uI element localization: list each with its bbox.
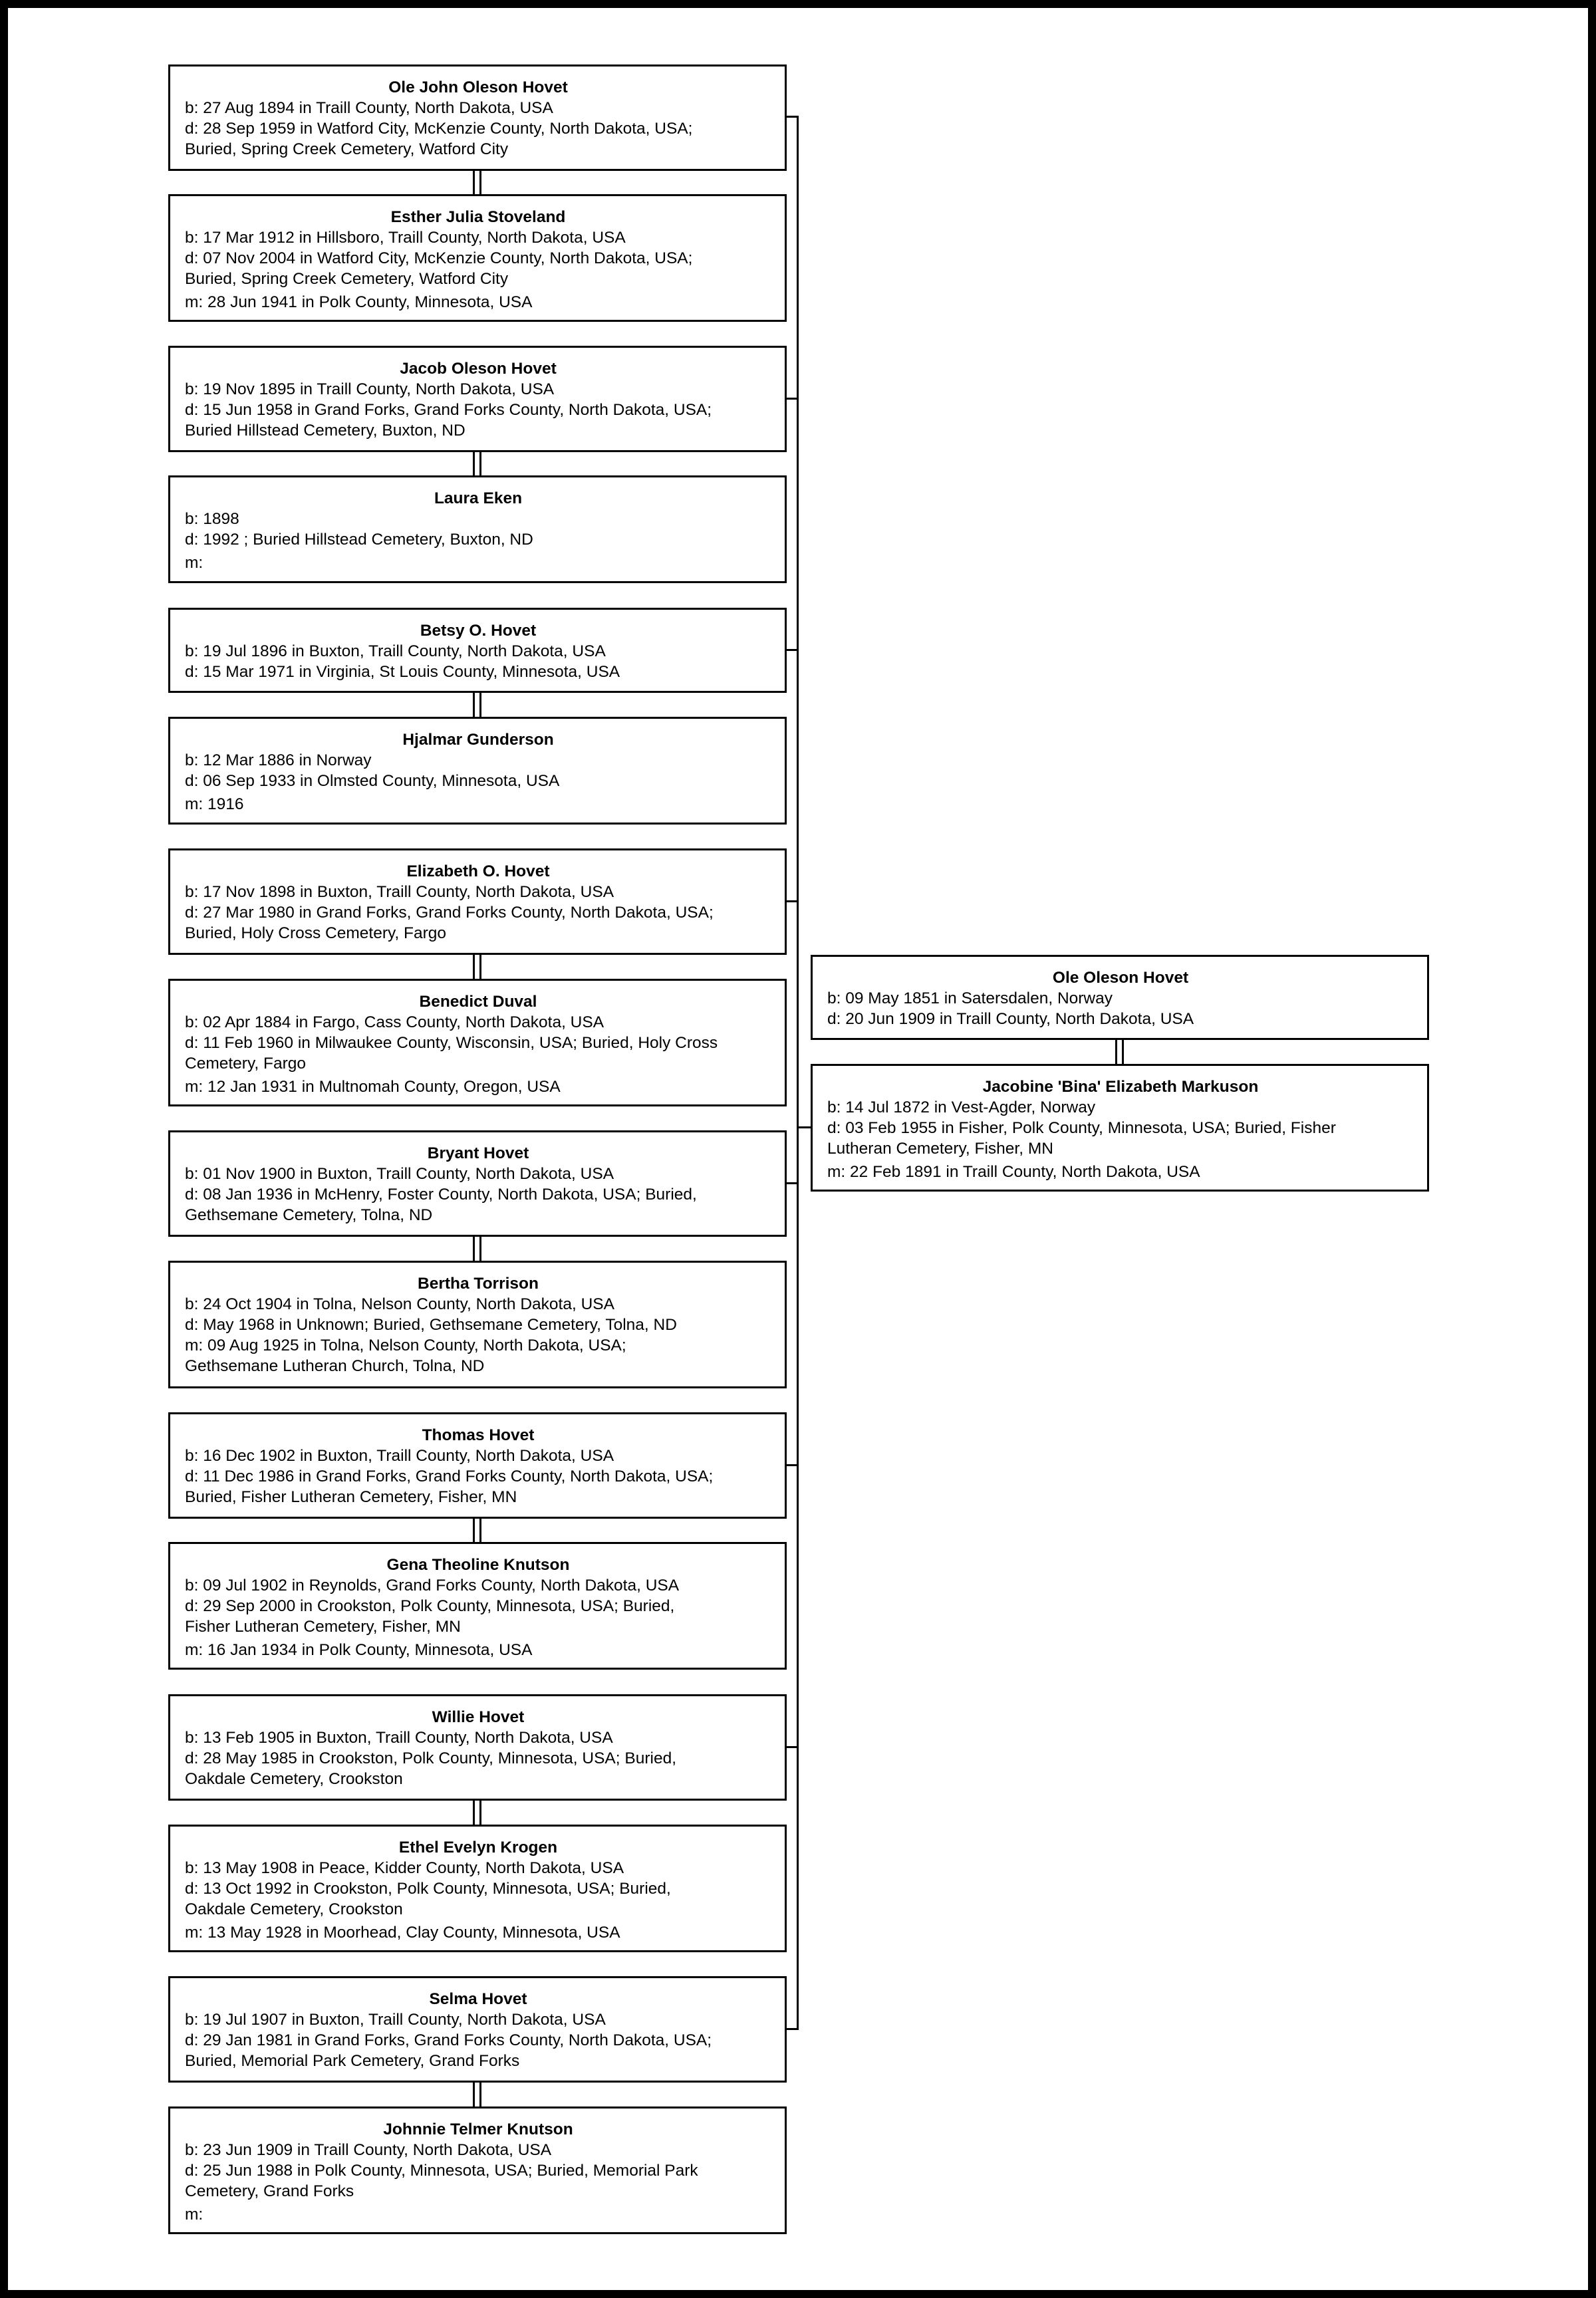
parents-marriage-connector xyxy=(1115,1040,1117,1064)
marriage-line: m: 16 Jan 1934 in Polk County, Minnesota, USA xyxy=(185,1641,533,1659)
death-line: d: 08 Jan 1936 in McHenry, Foster County, North Dakota, USA; Buried, xyxy=(185,1186,697,1204)
birth-line: b: 02 Apr 1884 in Fargo, Cass County, North Dakota, USA xyxy=(185,1013,604,1031)
marriage-line: m: 1916 xyxy=(185,795,244,813)
death-line-cont: Lutheran Cemetery, Fisher, MN xyxy=(827,1140,1053,1158)
birth-line: b: 16 Dec 1902 in Buxton, Traill County, North Dakota, USA xyxy=(185,1447,614,1465)
death-line: d: 03 Feb 1955 in Fisher, Polk County, Minnesota, USA; Buried, Fisher xyxy=(827,1119,1336,1137)
birth-line: b: 19 Jul 1896 in Buxton, Traill County, North Dakota, USA xyxy=(185,642,606,660)
mother-box-jacobine-markuson[interactable] xyxy=(811,1064,1429,1192)
marriage-connector xyxy=(479,171,481,194)
birth-line: b: 01 Nov 1900 in Buxton, Traill County, North Dakota, USA xyxy=(185,1165,614,1183)
marriage-line: m: xyxy=(185,2206,203,2224)
death-line-cont: Buried, Memorial Park Cemetery, Grand Forks xyxy=(185,2052,520,2070)
spouse-box-benedict-duval[interactable] xyxy=(168,979,787,1106)
child-connector xyxy=(787,116,799,118)
spouse-name: Ethel Evelyn Krogen xyxy=(398,1839,558,1856)
marriage-connector xyxy=(479,1801,481,1825)
death-line: d: 28 Sep 1959 in Watford City, McKenzie County, North Dakota, USA; xyxy=(185,120,693,138)
person-box-jacob-oleson-hovet[interactable] xyxy=(168,346,787,452)
death-line-cont: Gethsemane Cemetery, Tolna, ND xyxy=(185,1206,433,1224)
death-line-cont: Buried, Fisher Lutheran Cemetery, Fisher, MN xyxy=(185,1488,517,1506)
marriage-connector xyxy=(473,693,475,717)
birth-line: b: 19 Jul 1907 in Buxton, Traill County, North Dakota, USA xyxy=(185,2011,606,2029)
death-line: d: 06 Sep 1933 in Olmsted County, Minnesota, USA xyxy=(185,772,560,790)
death-line: d: 07 Nov 2004 in Watford City, McKenzie County, North Dakota, USA; xyxy=(185,249,693,267)
marriage-connector xyxy=(479,452,481,475)
marriage-connector xyxy=(473,171,475,194)
death-line-cont: Cemetery, Grand Forks xyxy=(185,2182,354,2200)
person-box-betsy-o-hovet[interactable] xyxy=(168,608,787,693)
death-line: d: 15 Mar 1971 in Virginia, St Louis County, Minnesota, USA xyxy=(185,663,620,681)
child-connector xyxy=(787,2028,799,2030)
child-connector xyxy=(787,1464,799,1466)
person-name: Jacob Oleson Hovet xyxy=(400,360,557,378)
birth-line: b: 23 Jun 1909 in Traill County, North Dakota, USA xyxy=(185,2141,552,2159)
death-line-cont: Cemetery, Fargo xyxy=(185,1055,306,1073)
birth-line: b: 09 Jul 1902 in Reynolds, Grand Forks County, North Dakota, USA xyxy=(185,1577,680,1595)
marriage-line: m: 12 Jan 1931 in Multnomah County, Oregon, USA xyxy=(185,1078,561,1096)
father-box-ole-oleson-hovet[interactable] xyxy=(811,955,1429,1040)
birth-line: b: 12 Mar 1886 in Norway xyxy=(185,751,372,769)
child-connector xyxy=(787,398,799,400)
father-name: Ole Oleson Hovet xyxy=(1052,969,1189,987)
death-line: d: 11 Feb 1960 in Milwaukee County, Wisconsin, USA; Buried, Holy Cross xyxy=(185,1034,718,1052)
marriage-connector xyxy=(473,1801,475,1825)
person-name: Selma Hovet xyxy=(429,1990,527,2008)
birth-line: b: 1898 xyxy=(185,510,239,528)
death-line: d: 13 Oct 1992 in Crookston, Polk County, Minnesota, USA; Buried, xyxy=(185,1880,671,1898)
birth-line: b: 13 May 1908 in Peace, Kidder County, North Dakota, USA xyxy=(185,1859,624,1877)
marriage-connector xyxy=(479,1237,481,1261)
person-box-selma-hovet[interactable] xyxy=(168,1976,787,2083)
death-line-cont: Buried, Spring Creek Cemetery, Watford City xyxy=(185,140,509,158)
marriage-line: m: 22 Feb 1891 in Traill County, North Dakota, USA xyxy=(827,1163,1200,1181)
marriage-connector xyxy=(473,452,475,475)
marriage-connector xyxy=(479,955,481,979)
marriage-connector xyxy=(473,2083,475,2106)
spouse-name: Johnnie Telmer Knutson xyxy=(383,2120,573,2138)
parent-connector xyxy=(797,1126,811,1128)
child-connector xyxy=(787,1182,799,1184)
death-line-cont: Oakdale Cemetery, Crookston xyxy=(185,1770,403,1788)
death-line: d: 28 May 1985 in Crookston, Polk County, Minnesota, USA; Buried, xyxy=(185,1749,677,1767)
marriage-line: m: 13 May 1928 in Moorhead, Clay County, Minnesota, USA xyxy=(185,1924,620,1942)
birth-line: b: 17 Nov 1898 in Buxton, Traill County, North Dakota, USA xyxy=(185,883,614,901)
person-name: Elizabeth O. Hovet xyxy=(406,862,550,880)
marriage-line-cont: Gethsemane Lutheran Church, Tolna, ND xyxy=(185,1357,485,1375)
death-line: d: 20 Jun 1909 in Traill County, North Dakota, USA xyxy=(827,1010,1194,1028)
death-line-cont: Oakdale Cemetery, Crookston xyxy=(185,1900,403,1918)
death-line-cont: Buried Hillstead Cemetery, Buxton, ND xyxy=(185,422,466,440)
marriage-connector xyxy=(473,955,475,979)
marriage-line: m: 09 Aug 1925 in Tolna, Nelson County, North Dakota, USA; xyxy=(185,1337,626,1354)
spouse-box-esther-julia-stoveland[interactable] xyxy=(168,194,787,322)
death-line: d: 11 Dec 1986 in Grand Forks, Grand Forks County, North Dakota, USA; xyxy=(185,1468,714,1485)
person-name: Ole John Oleson Hovet xyxy=(388,78,568,96)
spouse-name: Hjalmar Gunderson xyxy=(402,731,554,749)
death-line: d: 25 Jun 1988 in Polk County, Minnesota, USA; Buried, Memorial Park xyxy=(185,2162,698,2180)
spouse-box-hjalmar-gunderson[interactable] xyxy=(168,717,787,825)
death-line: d: 27 Mar 1980 in Grand Forks, Grand Forks County, North Dakota, USA; xyxy=(185,904,714,922)
birth-line: b: 09 May 1851 in Satersdalen, Norway xyxy=(827,989,1113,1007)
death-line-cont: Buried, Spring Creek Cemetery, Watford City xyxy=(185,270,509,288)
person-box-willie-hovet[interactable] xyxy=(168,1694,787,1801)
birth-line: b: 17 Mar 1912 in Hillsboro, Traill County, North Dakota, USA xyxy=(185,229,626,247)
birth-line: b: 13 Feb 1905 in Buxton, Traill County, North Dakota, USA xyxy=(185,1729,613,1747)
spouse-box-johnnie-telmer-knutson[interactable] xyxy=(168,2106,787,2234)
spouse-name: Esther Julia Stoveland xyxy=(390,208,566,226)
death-line: d: 15 Jun 1958 in Grand Forks, Grand Forks County, North Dakota, USA; xyxy=(185,401,712,419)
birth-line: b: 24 Oct 1904 in Tolna, Nelson County, North Dakota, USA xyxy=(185,1295,614,1313)
marriage-line: m: xyxy=(185,554,203,572)
child-connector xyxy=(787,1746,799,1748)
marriage-connector xyxy=(479,1519,481,1542)
spouse-box-bertha-torrison[interactable] xyxy=(168,1261,787,1388)
spouse-name: Laura Eken xyxy=(434,489,523,507)
person-box-ole-john-oleson-hovet[interactable] xyxy=(168,64,787,171)
spouse-name: Gena Theoline Knutson xyxy=(386,1556,570,1574)
child-connector xyxy=(787,649,799,651)
marriage-connector xyxy=(479,693,481,717)
death-line: d: 29 Sep 2000 in Crookston, Polk County, Minnesota, USA; Buried, xyxy=(185,1597,675,1615)
spouse-name: Benedict Duval xyxy=(419,993,537,1011)
birth-line: b: 27 Aug 1894 in Traill County, North Dakota, USA xyxy=(185,99,553,117)
death-line: d: May 1968 in Unknown; Buried, Gethsemane Cemetery, Tolna, ND xyxy=(185,1316,677,1334)
spouse-name: Bertha Torrison xyxy=(418,1275,539,1293)
spouse-box-ethel-evelyn-krogen[interactable] xyxy=(168,1825,787,1952)
marriage-line: m: 28 Jun 1941 in Polk County, Minnesota, USA xyxy=(185,293,533,311)
birth-line: b: 19 Nov 1895 in Traill County, North Dakota, USA xyxy=(185,380,555,398)
death-line: d: 1992 ; Buried Hillstead Cemetery, Buxton, ND xyxy=(185,531,533,549)
spouse-box-laura-eken[interactable] xyxy=(168,475,787,583)
person-name: Bryant Hovet xyxy=(427,1144,529,1162)
parents-marriage-connector xyxy=(1122,1040,1124,1064)
person-name: Willie Hovet xyxy=(432,1708,525,1726)
child-connector xyxy=(787,900,799,902)
person-box-bryant-hovet[interactable] xyxy=(168,1130,787,1237)
death-line-cont: Buried, Holy Cross Cemetery, Fargo xyxy=(185,924,447,942)
mother-name: Jacobine 'Bina' Elizabeth Markuson xyxy=(982,1078,1259,1096)
birth-line: b: 14 Jul 1872 in Vest-Agder, Norway xyxy=(827,1098,1096,1116)
marriage-connector xyxy=(479,2083,481,2106)
person-box-elizabeth-o-hovet[interactable] xyxy=(168,848,787,955)
spouse-box-gena-theoline-knutson[interactable] xyxy=(168,1542,787,1670)
person-name: Thomas Hovet xyxy=(422,1426,535,1444)
person-name: Betsy O. Hovet xyxy=(420,622,537,640)
death-line: d: 29 Jan 1981 in Grand Forks, Grand Forks County, North Dakota, USA; xyxy=(185,2031,712,2049)
marriage-connector xyxy=(473,1237,475,1261)
sibling-bracket-line xyxy=(797,116,799,2029)
person-box-thomas-hovet[interactable] xyxy=(168,1412,787,1519)
death-line-cont: Fisher Lutheran Cemetery, Fisher, MN xyxy=(185,1618,461,1636)
marriage-connector xyxy=(473,1519,475,1542)
